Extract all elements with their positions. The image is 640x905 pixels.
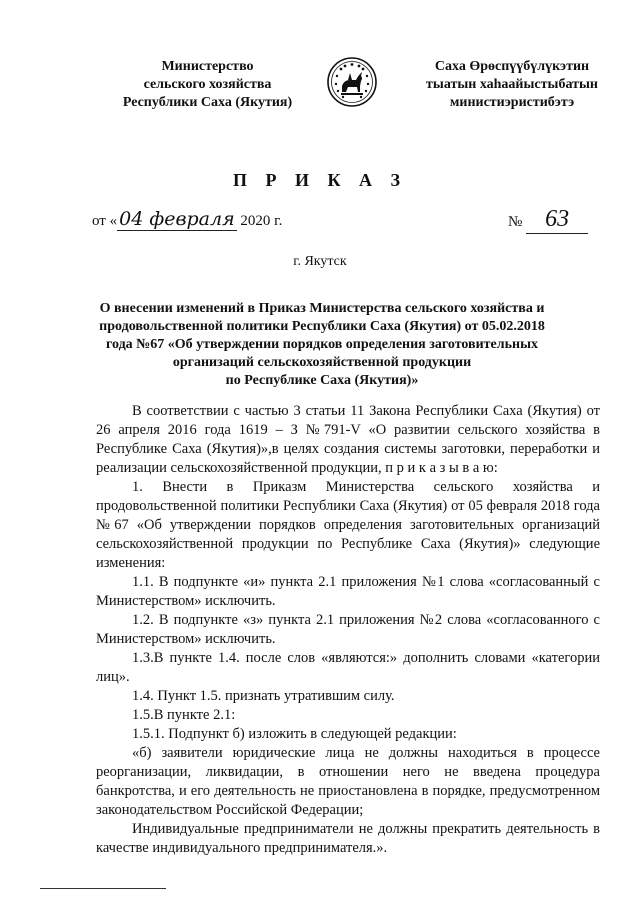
paragraph: 1. Внести в Приказм Министерства сельского хозяйства и продовольственной политики Республики Саха (Якутия) от 05 февраля 2018 года №67 «Об утверждении порядков определения заготовительных организаций сельскохозяйственной продукции по Республике Саха (Якутия)» следующие изменения: (96, 479, 600, 571)
paragraph: Индивидуальные предприниматели не должны прекратить деятельность в качестве индивидуального предпринимателя.». (96, 821, 600, 856)
date-handwritten: 04 февраля (119, 208, 235, 230)
paragraph: 1.5.1. Подпункт б) изложить в следующей редакции: (132, 726, 457, 742)
heading-line: по Республике Саха (Якутия)» (225, 373, 419, 388)
paragraph: «б) заявители юридические лица не должны находиться в процессе реорганизации, ликвидации, в отношении него не введена процедура банкротства, и его деятельность не приостановлена в порядке, предусмотренном законодательством Российской Федерации; (96, 745, 600, 818)
document-title: П Р И К А З (232, 170, 408, 190)
ministry-name-russian (100, 58, 315, 112)
document-heading (92, 300, 552, 390)
date-prefix: от « (92, 213, 118, 229)
date-suffix: 2020 г. (236, 213, 283, 229)
ministry-name-line: Республики Саха (Якутия) (122, 95, 293, 110)
number-prefix: № (508, 214, 523, 230)
document-city: г. Якутск (293, 254, 347, 269)
ministry-name-line: Саха Өрөспүүбүлүкэтин (434, 59, 590, 74)
heading-line: продовольственной политики Республики Саха (Якутия) от 05.02.2018 (99, 319, 545, 334)
heading-line: года №67 «Об утверждении порядков определения заготовительных (105, 337, 539, 352)
paragraph: В соответствии с частью 3 статьи 11 Закона Республики Саха (Якутия) от 26 апреля 2016 года 1619 – З №791-V «О развитии сельского хозяйства в Республике Саха (Якутия)»,в целях создания системы заготовки, переработки и реализации сельскохозяйственной продукции, п р и к а з ы в а ю: (96, 403, 600, 476)
ministry-name-line: министиэристибэтэ (449, 95, 575, 110)
document-body (96, 402, 600, 858)
document-date (92, 208, 282, 230)
paragraph: 1.5.В пункте 2.1: (132, 707, 236, 723)
ministry-name-line: сельского хозяйства (143, 77, 272, 92)
paragraph: 1.2. В подпункте «з» пункта 2.1 приложения №2 слова «согласованного с Министерством» исключить. (96, 612, 600, 647)
coat-of-arms-icon (326, 56, 378, 108)
paragraph: 1.4. Пункт 1.5. признать утратившим силу. (132, 688, 395, 704)
number-handwritten: 63 (526, 206, 588, 234)
ministry-name-yakut (398, 58, 626, 112)
ministry-name-line: тыатын хаһаайыстыбатын (426, 77, 598, 92)
footnote-divider (40, 888, 166, 889)
document-number (508, 206, 588, 234)
heading-line: О внесении изменений в Приказ Министерства сельского хозяйства и (99, 301, 545, 316)
paragraph: 1.1. В подпункте «и» пункта 2.1 приложения №1 слова «согласованный с Министерством» исключить. (96, 574, 600, 609)
heading-line: организаций сельскохозяйственной продукции (172, 355, 472, 370)
paragraph: 1.3.В пункте 1.4. после слов «являются:» дополнить словами «категории лиц». (96, 650, 600, 685)
ministry-name-line: Министерство (161, 59, 254, 74)
